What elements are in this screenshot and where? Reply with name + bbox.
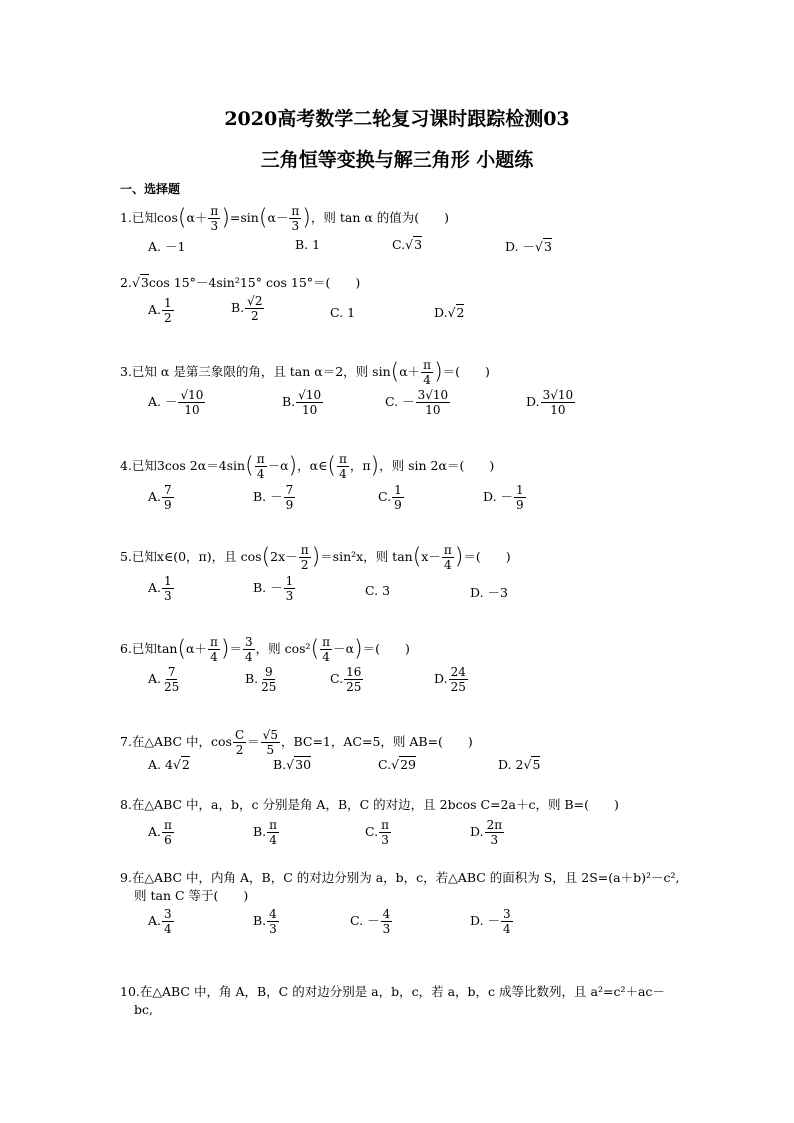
question-9-line2: 则 tan C 等于( ) (134, 888, 249, 903)
q8-option-d: D. $\frac{2\pi}{3}$ (470, 818, 503, 847)
q1-option-c: C.√3 (392, 237, 423, 252)
question-3: 3.已知 α 是第三象限的角，且 tan α＝2，则 sin(α＋ $\frac{\pi}{4}$ )＝( ) (120, 358, 490, 387)
q5-option-b: B. － $\frac{1}{3}$ (253, 574, 294, 603)
q9-option-a: A. $\frac{3}{4}$ (148, 907, 172, 936)
q8-option-c: C. $\frac{\pi}{3}$ (365, 818, 389, 847)
q6-option-b: B. $\frac{9}{25}$ (245, 665, 277, 694)
q7-option-b: B.√30 (273, 757, 312, 772)
section-heading: 一、选择题 (120, 182, 181, 196)
q6-option-a: A. $\frac{7}{25}$ (148, 665, 180, 694)
q4-option-b: B. － $\frac{7}{9}$ (253, 483, 294, 512)
question-9: 9.在△ABC 中，内角 A，B，C 的对边分别为 a，b，c，若△ABC 的面积为 S，且 2S=(a＋b)²－c², (120, 870, 680, 885)
q2-option-d: D.√2 (434, 305, 465, 320)
q3-option-c: C. － $\frac{3√10}{10}$ (385, 388, 449, 417)
q9-option-d: D. － $\frac{3}{4}$ (470, 907, 511, 936)
q4-option-c: C. $\frac{1}{9}$ (378, 483, 402, 512)
q3-option-a: A. － $\frac{√10}{10}$ (148, 388, 204, 417)
question-8: 8.在△ABC 中，a，b，c 分别是角 A，B，C 的对边，且 2bcos C=2a＋c，则 B=( ) (120, 797, 619, 812)
q5-option-d: D. －3 (470, 585, 508, 600)
q2-option-a: A. $\frac{1}{2}$ (148, 296, 172, 325)
q1-option-b: B. 1 (295, 237, 321, 252)
question-4: 4.已知3cos 2α＝4sin( $\frac{\pi}{4}$ －α)，α∈( $\frac{\pi}{4}$ ，π)，则 sin 2α＝( ) (120, 452, 495, 481)
q4-option-a: A. $\frac{7}{9}$ (148, 483, 172, 512)
q9-option-c: C. － $\frac{4}{3}$ (350, 907, 391, 936)
question-6: 6.已知tan(α＋ $\frac{\pi}{4}$ )＝ $\frac{3}{4}$ ，则 cos²( $\frac{\pi}{4}$ －α)＝( ) (120, 635, 410, 664)
question-2: 2.√3cos 15°－4sin²15° cos 15°＝( ) (120, 275, 361, 290)
question-1: 1.已知cos(α＋ $\frac{\pi}{3}$ )=sin(α－ $\frac{\pi}{3}$ )，则 tan α 的值为( ) (120, 204, 450, 233)
q5-option-a: A. $\frac{1}{3}$ (148, 574, 172, 603)
question-5: 5.已知x∈(0，π)，且 cos(2x－ $\frac{\pi}{2}$ )＝sin²x，则 tan(x－ $\frac{\pi}{4}$ )＝( ) (120, 543, 511, 572)
q1-option-a: A. －1 (148, 239, 186, 254)
page-subtitle: 三角恒等变换与解三角形 小题练 (260, 149, 534, 171)
q7-option-a: A. 4√2 (148, 757, 190, 772)
q6-option-d: D. $\frac{24}{25}$ (434, 665, 466, 694)
q2-option-c: C. 1 (330, 305, 356, 320)
q4-option-d: D. － $\frac{1}{9}$ (483, 483, 524, 512)
q1-option-d: D. －√3 (505, 239, 552, 254)
q6-option-c: C. $\frac{16}{25}$ (330, 665, 362, 694)
question-10: 10.在△ABC 中，角 A，B，C 的对边分别是 a，b，c，若 a，b，c 成等比数列，且 a²=c²＋ac－ (120, 984, 665, 999)
q2-option-b: B. $\frac{√2}{2}$ (231, 294, 263, 323)
q8-option-a: A. $\frac{\pi}{6}$ (148, 818, 172, 847)
q8-option-b: B. $\frac{\pi}{4}$ (253, 818, 278, 847)
page-title: 2020高考数学二轮复习课时跟踪检测03 (224, 108, 570, 130)
q5-option-c: C. 3 (365, 583, 391, 598)
q3-option-d: D. $\frac{3√10}{10}$ (526, 388, 574, 417)
question-10-line2: bc, (134, 1002, 153, 1017)
question-7: 7.在△ABC 中，cos $\frac{C}{2}$ ＝ $\frac{√5}{5}$ ，BC=1，AC=5，则 AB=( ) (120, 728, 473, 757)
q7-option-d: D. 2√5 (498, 757, 541, 772)
q9-option-b: B. $\frac{4}{3}$ (253, 907, 277, 936)
q3-option-b: B. $\frac{√10}{10}$ (282, 388, 322, 417)
q7-option-c: C.√29 (378, 757, 416, 772)
